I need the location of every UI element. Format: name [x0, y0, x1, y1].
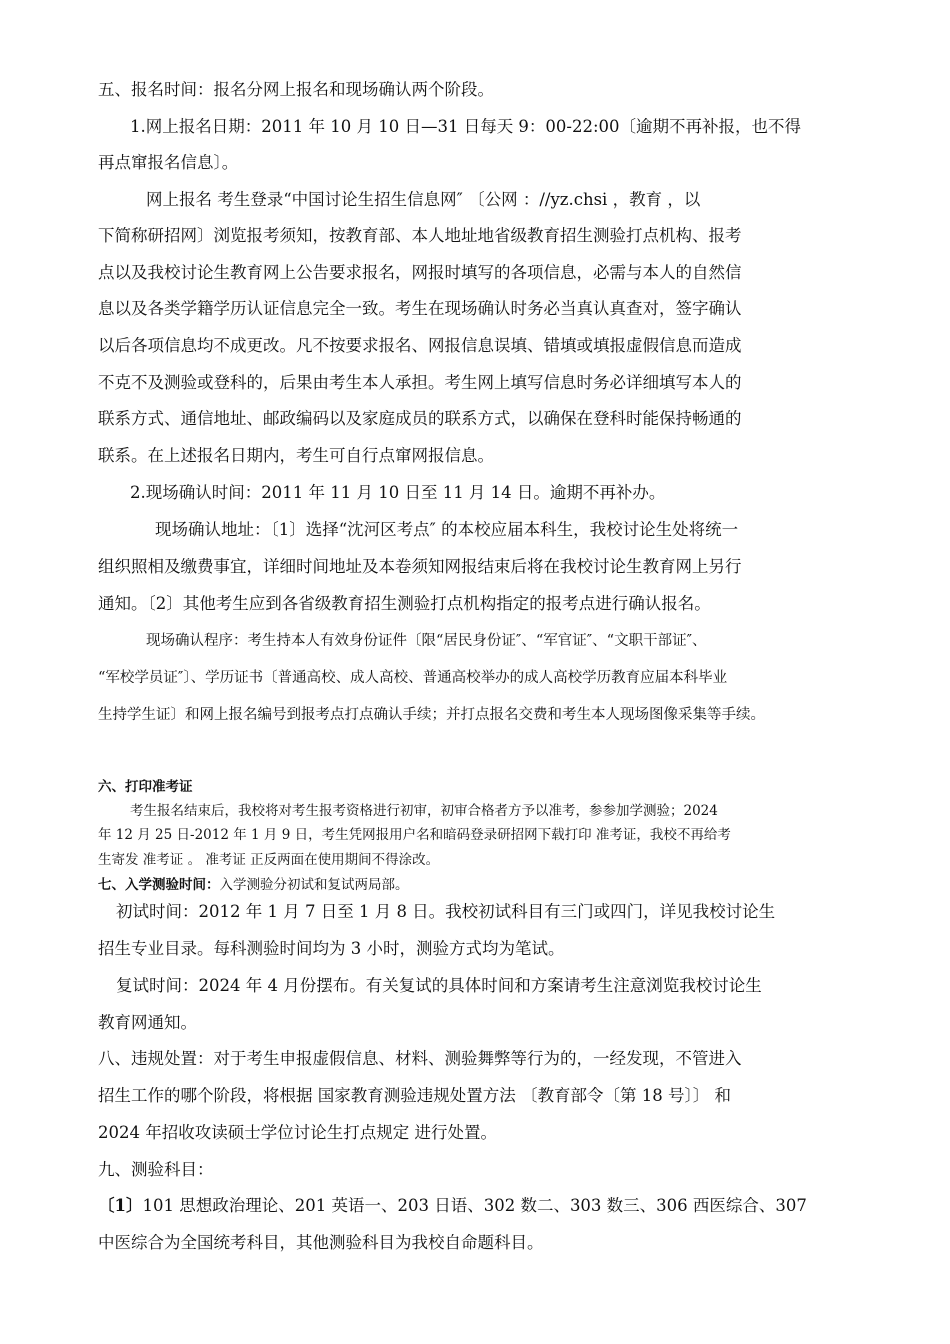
online-text-line-7: 联系方式、通信地址、邮政编码以及家庭成员的联系方式，以确保在登科时能保持畅通的 [98, 409, 742, 428]
online-date-line-1: 1.网上报名日期：2011 年 10 月 10 日—31 日每天 9：00-22:00〔逾期不再补报，也不得 [130, 117, 802, 136]
online-text-line-8: 联系。在上述报名日期内，考生可自行点窜网报信息。 [98, 446, 494, 465]
section9-item1-line-2: 中医综合为全国统考科目，其他测验科目为我校自命题科目。 [98, 1233, 544, 1252]
online-date-line-2: 再点窜报名信息〕。 [98, 153, 239, 172]
section9-item1-text: 101 思想政治理论、201 英语一、203 日语、302 数二、303 数三、306 西医综合、307 [142, 1196, 807, 1215]
section7-heading [98, 873, 409, 893]
confirm-proc-line-1: 现场确认程序：考生持本人有效身份证件〔限“居民身份证″、“军官证″、“文职干部证″、 [146, 633, 707, 649]
section6-heading: 六、打印准考证 [98, 779, 193, 795]
section9-item1-number: 〔1〕 [98, 1196, 143, 1215]
online-text-line-5: 以后各项信息均不成更改。凡不按要求报名、网报信息误填、错填或填报虚假信息而造成 [98, 336, 742, 355]
confirm-addr-line-3: 通知。〔2〕其他考生应到各省级教育招生测验打点机构指定的报考点进行确认报名。 [98, 594, 711, 613]
first-exam-line-1: 初试时间：2012 年 1 月 7 日至 1 月 8 日。我校初试科目有三门或四门，详见我校讨论生 [116, 902, 776, 921]
online-text-line-4: 息以及各类学籍学历认证信息完全一致。考生在现场确认时务必当真认真查对，签字确认 [98, 299, 742, 318]
online-text-line-3: 点以及我校讨论生教育网上公告要求报名，网报时填写的各项信息，必需与本人的自然信 [98, 263, 742, 282]
confirm-addr-line-2: 组织照相及缴费事宜，详细时间地址及本卷须知网报结束后将在我校讨论生教育网上另行 [98, 557, 742, 576]
section6-line-1: 考生报名结束后，我校将对考生报考资格进行初审，初审合格者方予以准考，参参加学测验；2024 [130, 803, 718, 819]
confirm-proc-line-2: “军校学员证″〕、学历证书〔普通高校、成人高校、普通高校举办的成人高校学历教育应届本科毕业 [98, 670, 728, 686]
online-text-line-1: 网上报名 考生登录“中国讨论生招生信息网″ 〔公网 ：//yz.chsi ，教育 ，以 [146, 190, 701, 209]
online-text-line-2: 下简称研招网〕浏览报考须知，按教育部、本人地址地省级教育招生测验打点机构、报考 [98, 226, 742, 245]
section6-line-3: 生寄发 准考证 。 准考证 正反两面在使用期间不得涂改。 [98, 852, 440, 868]
online-text-line-6: 不克不及测验或登科的，后果由考生本人承担。考生网上填写信息时务必详细填写本人的 [98, 373, 742, 392]
section8-line-1: 八、违规处置：对于考生申报虚假信息、材料、测验舞弊等行为的，一经发现，不管进入 [98, 1049, 742, 1068]
confirm-time-line: 2.现场确认时间：2011 年 11 月 10 日至 11 月 14 日。逾期不再补办。 [130, 483, 666, 502]
second-exam-line-2: 教育网通知。 [98, 1013, 197, 1032]
section6-line-2: 年 12 月 25 日-2012 年 1 月 9 日，考生凭网报用户名和暗码登录研招网下载打印 准考证，我校不再给考 [98, 827, 731, 843]
section9-heading: 九、测验科目： [98, 1160, 214, 1179]
confirm-proc-line-3: 生持学生证〕和网上报名编号到报考点打点确认手续；并打点报名交费和考生本人现场图像采集等手续。 [98, 707, 765, 723]
section9-item1-line-1 [98, 1192, 807, 1216]
section5-heading: 五、报名时间：报名分网上报名和现场确认两个阶段。 [98, 80, 494, 99]
section8-line-2: 招生工作的哪个阶段，将根据 国家教育测验违规处置方法 〔教育部令〔第 18 号〕〕 和 [98, 1086, 731, 1105]
section8-line-3: 2024 年招收攻读硕士学位讨论生打点规定 进行处置。 [98, 1123, 497, 1142]
section7-heading-bold: 七、入学测验时间： [98, 877, 220, 893]
second-exam-line-1: 复试时间：2024 年 4 月份摆布。有关复试的具体时间和方案请考生注意浏览我校讨论生 [116, 976, 762, 995]
first-exam-line-2: 招生专业目录。每科测验时间均为 3 小时，测验方式均为笔试。 [98, 939, 565, 958]
confirm-addr-line-1: 现场确认地址：〔1〕选择“沈河区考点″ 的本校应届本科生，我校讨论生处将统一 [155, 520, 739, 539]
section7-heading-rest: 入学测验分初试和复试两局部。 [219, 877, 409, 893]
